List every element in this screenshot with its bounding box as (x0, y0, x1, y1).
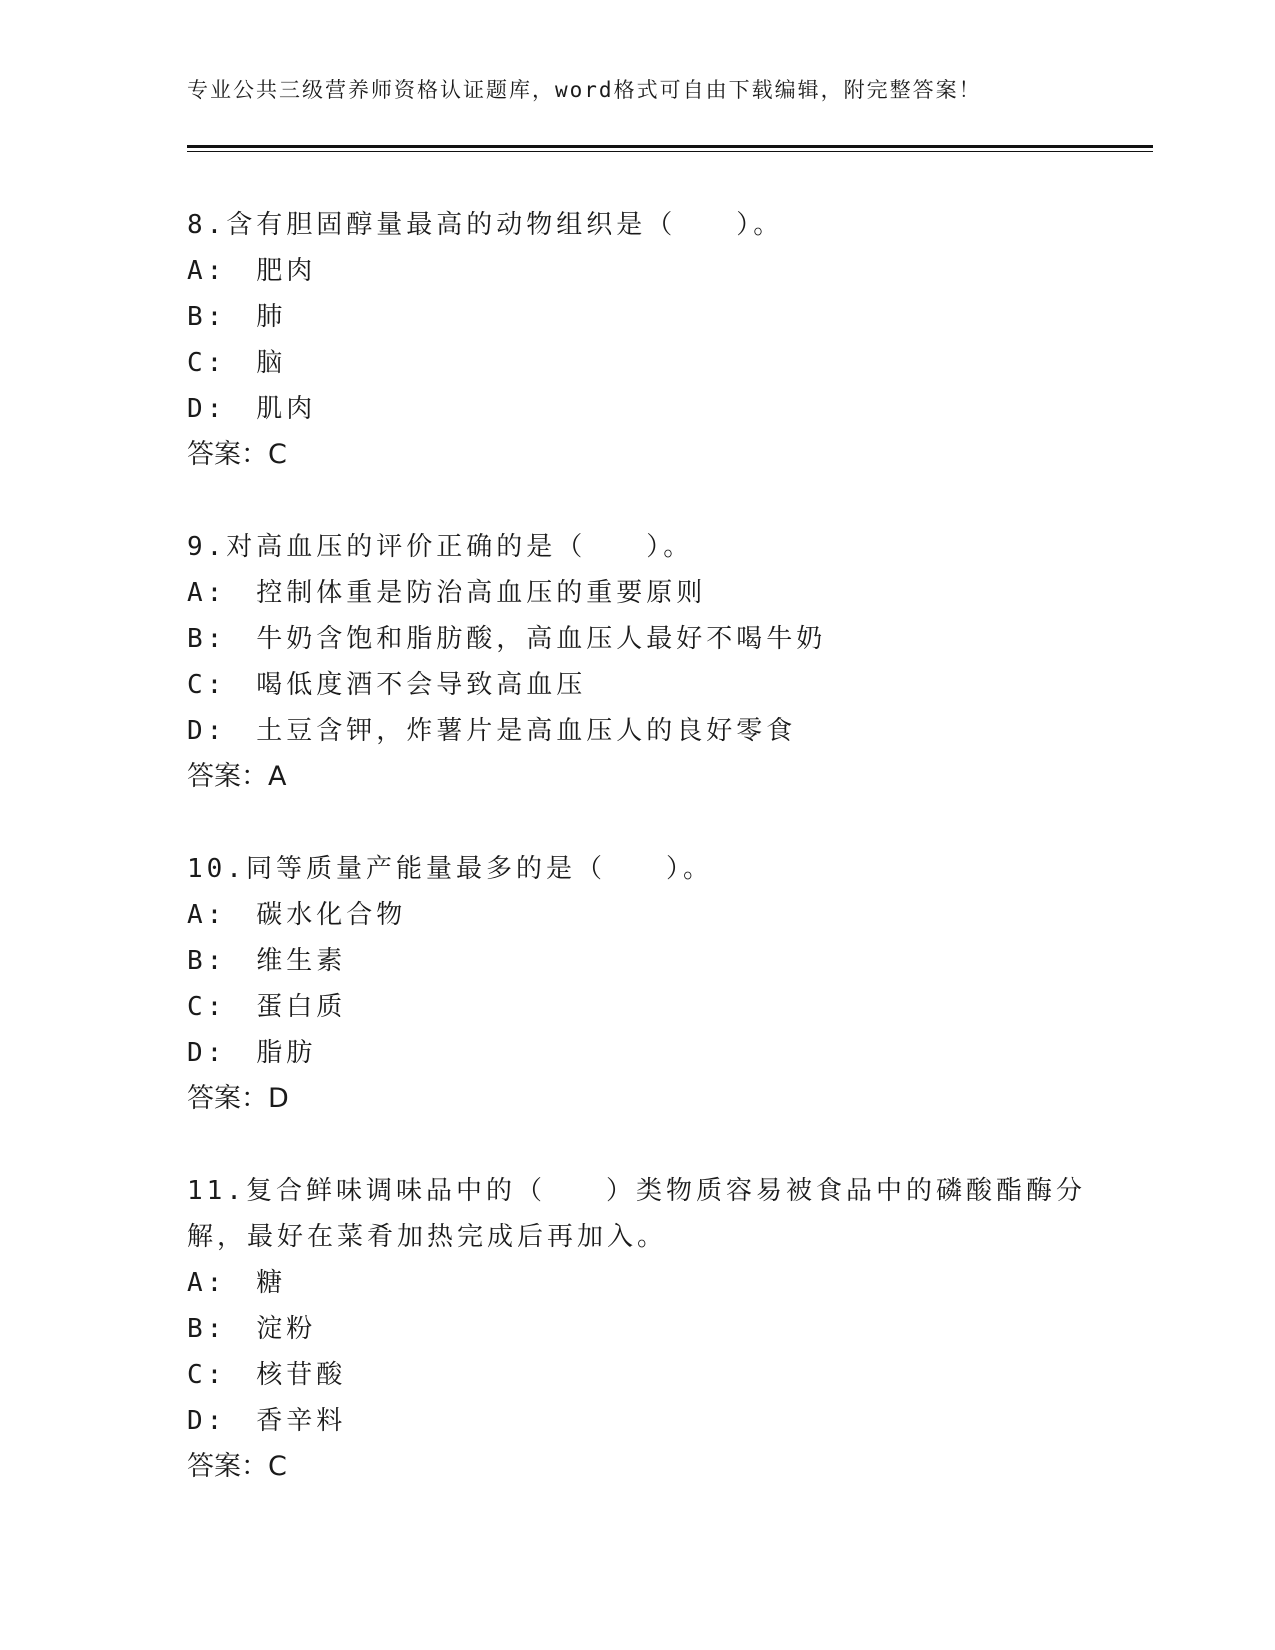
question-8 (187, 202, 1107, 478)
option-a: A: 控制体重是防治高血压的重要原则 (187, 578, 707, 608)
option-b: B: 肺 (187, 302, 287, 332)
question-stem: 11.复合鲜味调味品中的（ ）类物质容易被食品中的磷酸酯酶分解，最好在菜肴加热完成后再加入。 (187, 1176, 1086, 1252)
option-d: D: 肌肉 (187, 394, 317, 424)
question-10 (187, 846, 1107, 1122)
option-d: D: 土豆含钾，炸薯片是高血压人的良好零食 (187, 716, 797, 746)
answer-line: 答案：C (187, 1451, 287, 1482)
option-b: B: 牛奶含饱和脂肪酸，高血压人最好不喝牛奶 (187, 624, 827, 654)
header-rule-thick (187, 145, 1153, 148)
option-c: C: 蛋白质 (187, 992, 347, 1022)
option-a: A: 碳水化合物 (187, 900, 407, 930)
answer-line: 答案：D (187, 1083, 289, 1114)
question-stem: 10.同等质量产能量最多的是（ ）。 (187, 854, 713, 884)
header-rule-thin (187, 151, 1153, 152)
option-d: D: 香辛料 (187, 1406, 347, 1436)
option-c: C: 核苷酸 (187, 1360, 347, 1390)
question-11 (187, 1168, 1107, 1490)
answer-line: 答案：C (187, 439, 287, 470)
option-b: B: 淀粉 (187, 1314, 317, 1344)
answer-line: 答案：A (187, 761, 287, 792)
option-c: C: 喝低度酒不会导致高血压 (187, 670, 587, 700)
option-a: A: 糖 (187, 1268, 287, 1298)
question-stem: 9.对高血压的评价正确的是（ ）。 (187, 532, 694, 562)
option-b: B: 维生素 (187, 946, 347, 976)
option-c: C: 脑 (187, 348, 287, 378)
question-list (187, 202, 1107, 1536)
option-d: D: 脂肪 (187, 1038, 317, 1068)
question-9 (187, 524, 1107, 800)
option-a: A: 肥肉 (187, 256, 317, 286)
question-stem: 8.含有胆固醇量最高的动物组织是（ ）。 (187, 210, 784, 240)
page-header: 专业公共三级营养师资格认证题库，word格式可自由下载编辑，附完整答案！ (187, 78, 982, 102)
